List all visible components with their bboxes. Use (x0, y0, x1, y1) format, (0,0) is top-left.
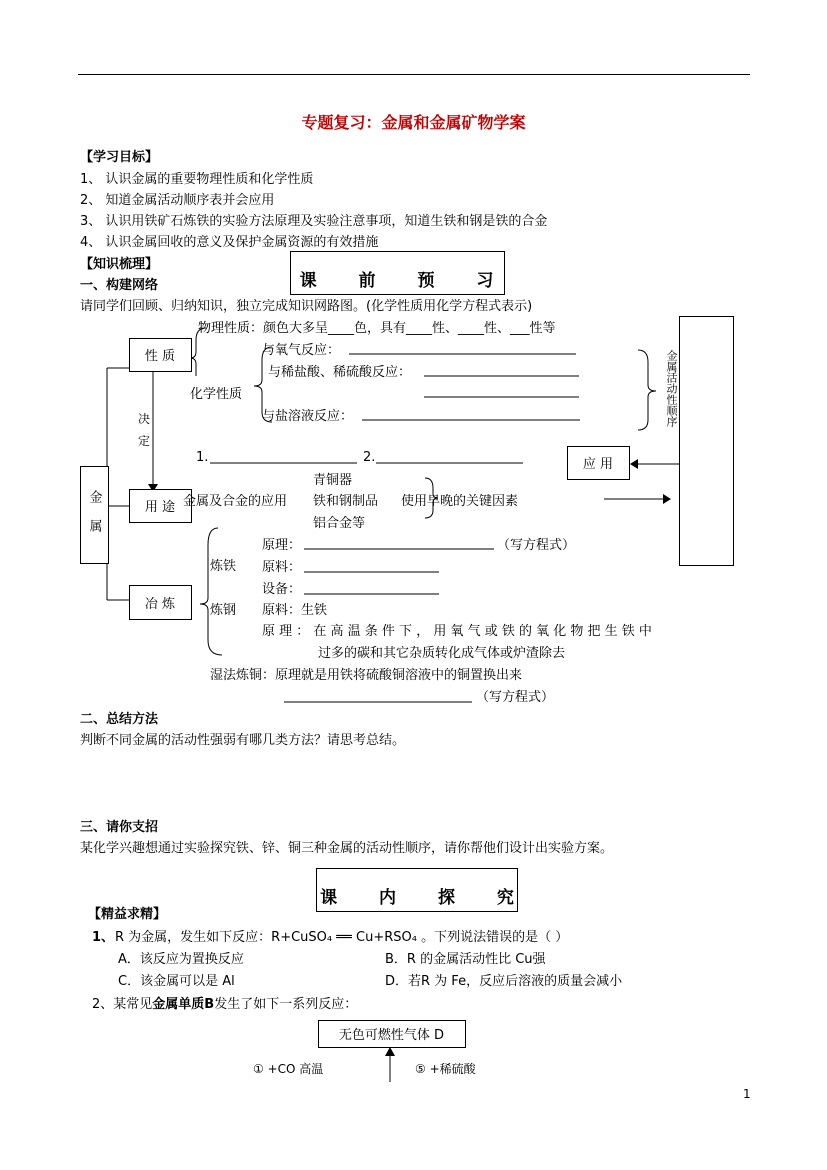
section3-header: 三、请你支招 (80, 820, 159, 835)
blank-1: 1. (196, 450, 209, 465)
iron-making: 炼铁 (210, 559, 237, 574)
goal-item: 4、 认识金属回收的意义及保护金属资源的有效措施 (80, 235, 379, 250)
salt-reaction: 与盐溶液反应： (262, 409, 354, 424)
activity-order-label: 金属活动性顺序 (665, 350, 678, 427)
preview-box-label: 课 前 预 习 (299, 270, 512, 291)
q2-text-c: 发生了如下一系列反应： (214, 997, 358, 1012)
gas-d-label: 无色可燃性气体 D (338, 1028, 445, 1043)
q1-text: R 为金属，发生如下反应：R+CuSO₄ ══ Cu+RSO₄ 。下列说法错误的是（ ） (115, 930, 569, 945)
alloy: 铝合金等 (313, 516, 366, 531)
key-factor: 使用早晚的关键因素 (401, 494, 519, 509)
bronze: 青铜器 (313, 473, 353, 488)
goal-item: 3、 认识用铁矿石炼铁的实验方法原理及实验注意事项，知道生铁和钢是铁的合金 (80, 214, 548, 229)
q1-option-a: A．该反应为置换反应 (118, 952, 244, 967)
steel-products: 铁和钢制品 (313, 494, 379, 509)
wet-copper: 湿法炼铜：原理就是用铁将硫酸铜溶液中的铜置换出来 (210, 668, 523, 683)
steel-making: 炼钢 (210, 603, 237, 618)
metal-label: 金 属 (86, 490, 102, 539)
instruction: 请同学们回顾、归纳知识，独立完成知识网路图。(化学性质用化学方程式表示) (80, 299, 533, 314)
q1-option-d: D．若R 为 Fe，反应后溶液的质量会减小 (385, 974, 623, 989)
smelt-label: 冶 炼 (144, 596, 176, 612)
acid-reaction: 与稀盐酸、稀硫酸反应： (268, 365, 412, 380)
apply-label: 应 用 (582, 457, 614, 472)
q1-option-c: C．该金属可以是 Al (118, 974, 235, 989)
step-5: ⑤ +稀硫酸 (415, 1062, 476, 1076)
knowledge-header: 【知识梳理】 (80, 257, 159, 272)
physical-props: 物理性质：颜色大多呈____色，具有____性、____性、___性等 (198, 321, 556, 336)
iron-principle: 原理： (262, 538, 302, 553)
iron-equipment: 设备： (262, 582, 302, 597)
q2-text-a: 2、某常见 (92, 997, 153, 1012)
chemical-props: 化学性质 (190, 387, 243, 402)
goal-item: 2、 知道金属活动顺序表并会应用 (80, 193, 275, 208)
property-label: 性 质 (144, 349, 176, 364)
section3-text: 某化学兴趣想通过实验探究铁、锌、铜三种金属的活动性顺序，请你帮他们设计出实验方案。 (80, 841, 614, 856)
steel-material: 原料：生铁 (262, 603, 328, 618)
page-number: 1 (743, 1087, 751, 1101)
section1-header: 一、构建网络 (80, 278, 159, 293)
inclass-header: 【精益求精】 (88, 907, 167, 922)
steel-principle-cont: 过多的碳和其它杂质转化成气体或炉渣除去 (318, 646, 566, 661)
decide-label: 决 定 (138, 412, 151, 448)
steel-principle: 原 理 ： 在 高 温 条 件 下 ， 用 氧 气 或 铁 的 氧 化 物 把 生 铁 中 (262, 624, 652, 639)
q1-number: 1、 (92, 930, 115, 945)
q1-option-b: B．R 的金属活动性比 Cu强 (385, 952, 546, 967)
use-text: 金属及合金的应用 (183, 494, 288, 509)
goals-header: 【学习目标】 (80, 150, 159, 165)
section2-text: 判断不同金属的活动性强弱有哪几类方法？请思考总结。 (80, 733, 406, 748)
section2-header: 二、总结方法 (80, 712, 159, 727)
q2-text-b: 金属单质B (152, 997, 215, 1012)
page-title: 专题复习：金属和金属矿物学案 (301, 113, 526, 132)
iron-principle-note: （写方程式） (497, 538, 576, 553)
goal-item: 1、 认识金属的重要物理性质和化学性质 (80, 172, 314, 187)
wet-copper-note: （写方程式） (476, 690, 555, 705)
oxygen-reaction: 与氧气反应： (262, 343, 341, 358)
use-label: 用 途 (144, 500, 176, 515)
inclass-box-label: 课 内 探 究 (320, 887, 532, 908)
blank-2: 2. (363, 450, 376, 465)
step-1: ① +CO 高温 (253, 1062, 324, 1076)
iron-material: 原料： (262, 560, 302, 575)
